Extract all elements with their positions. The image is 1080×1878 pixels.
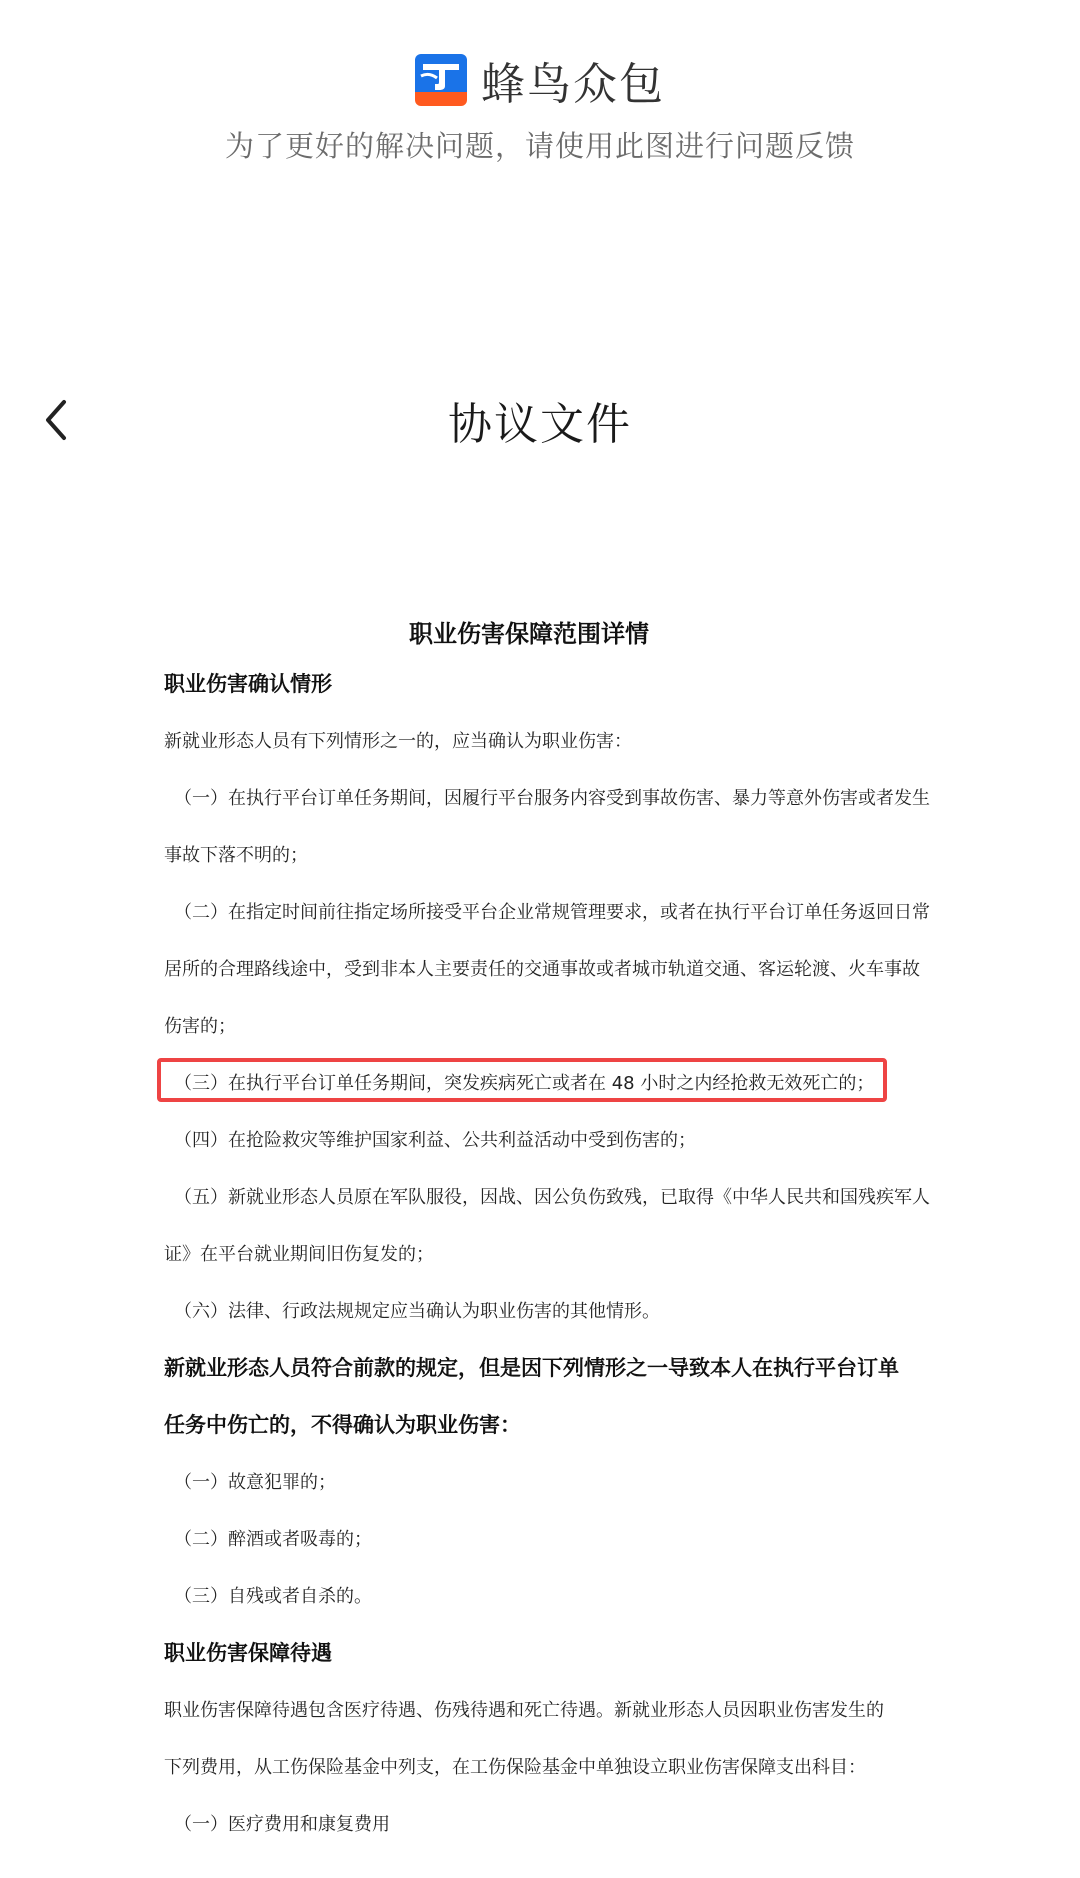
section-intro: 新就业形态人员有下列情形之一的，应当确认为职业伤害：	[164, 731, 632, 752]
list-item-text: （三）在执行平台订单任务期间，突发疾病死亡或者在 48 小时之内经抢救无效死亡的；	[174, 1073, 875, 1094]
paragraph-line: 下列费用，从工伤保险基金中列支，在工伤保险基金中单独设立职业伤害保障支出科目：	[164, 1757, 866, 1778]
navigation-bar	[0, 380, 1080, 460]
list-item: （二）醉酒或者吸毒的；	[174, 1529, 372, 1550]
list-item-continuation: 居所的合理路线途中，受到非本人主要责任的交通事故或者城市轨道交通、客运轮渡、火车事故	[164, 959, 920, 980]
list-item: （六）法律、行政法规规定应当确认为职业伤害的其他情形。	[174, 1301, 660, 1322]
document-title: 职业伤害保障范围详情	[409, 620, 649, 648]
feedback-subtitle: 为了更好的解决问题，请使用此图进行问题反馈	[224, 129, 855, 163]
section-heading-exclusions-continuation: 任务中伤亡的，不得确认为职业伤害：	[164, 1413, 521, 1437]
brand-name: 蜂鸟众包	[481, 59, 665, 110]
list-item: （一）在执行平台订单任务期间，因履行平台服务内容受到事故伤害、暴力等意外伤害或者发生	[174, 788, 930, 809]
list-item-continuation: 伤害的；	[164, 1016, 236, 1037]
list-item: （四）在抢险救灾等维护国家利益、公共利益活动中受到伤害的；	[174, 1130, 696, 1151]
brand-header	[0, 48, 1080, 112]
list-item-continuation: 证》在平台就业期间旧伤复发的；	[164, 1244, 434, 1265]
list-item: （五）新就业形态人员原在军队服役，因战、因公负伤致残，已取得《中华人民共和国残疾军人	[174, 1187, 930, 1208]
app-logo-icon	[415, 54, 467, 106]
list-item: （一）故意犯罪的；	[174, 1472, 336, 1493]
list-item: （二）在指定时间前往指定场所接受平台企业常规管理要求，或者在执行平台订单任务返回日常	[174, 902, 930, 923]
list-item-continuation: 事故下落不明的；	[164, 845, 308, 866]
agreement-document	[164, 612, 930, 1853]
list-item: （一）医疗费用和康复费用	[174, 1814, 390, 1835]
page-title: 协议文件	[448, 399, 632, 450]
highlighted-list-item	[164, 1055, 924, 1112]
paragraph-line: 职业伤害保障待遇包含医疗待遇、伤残待遇和死亡待遇。新就业形态人员因职业伤害发生的	[164, 1700, 884, 1721]
section-heading-confirmation: 职业伤害确认情形	[164, 672, 332, 696]
list-item: （三）自残或者自杀的。	[174, 1586, 372, 1607]
section-heading-exclusions: 新就业形态人员符合前款的规定，但是因下列情形之一导致本人在执行平台订单	[164, 1356, 899, 1380]
section-heading-benefits: 职业伤害保障待遇	[164, 1641, 332, 1665]
highlight-box	[157, 1058, 887, 1102]
